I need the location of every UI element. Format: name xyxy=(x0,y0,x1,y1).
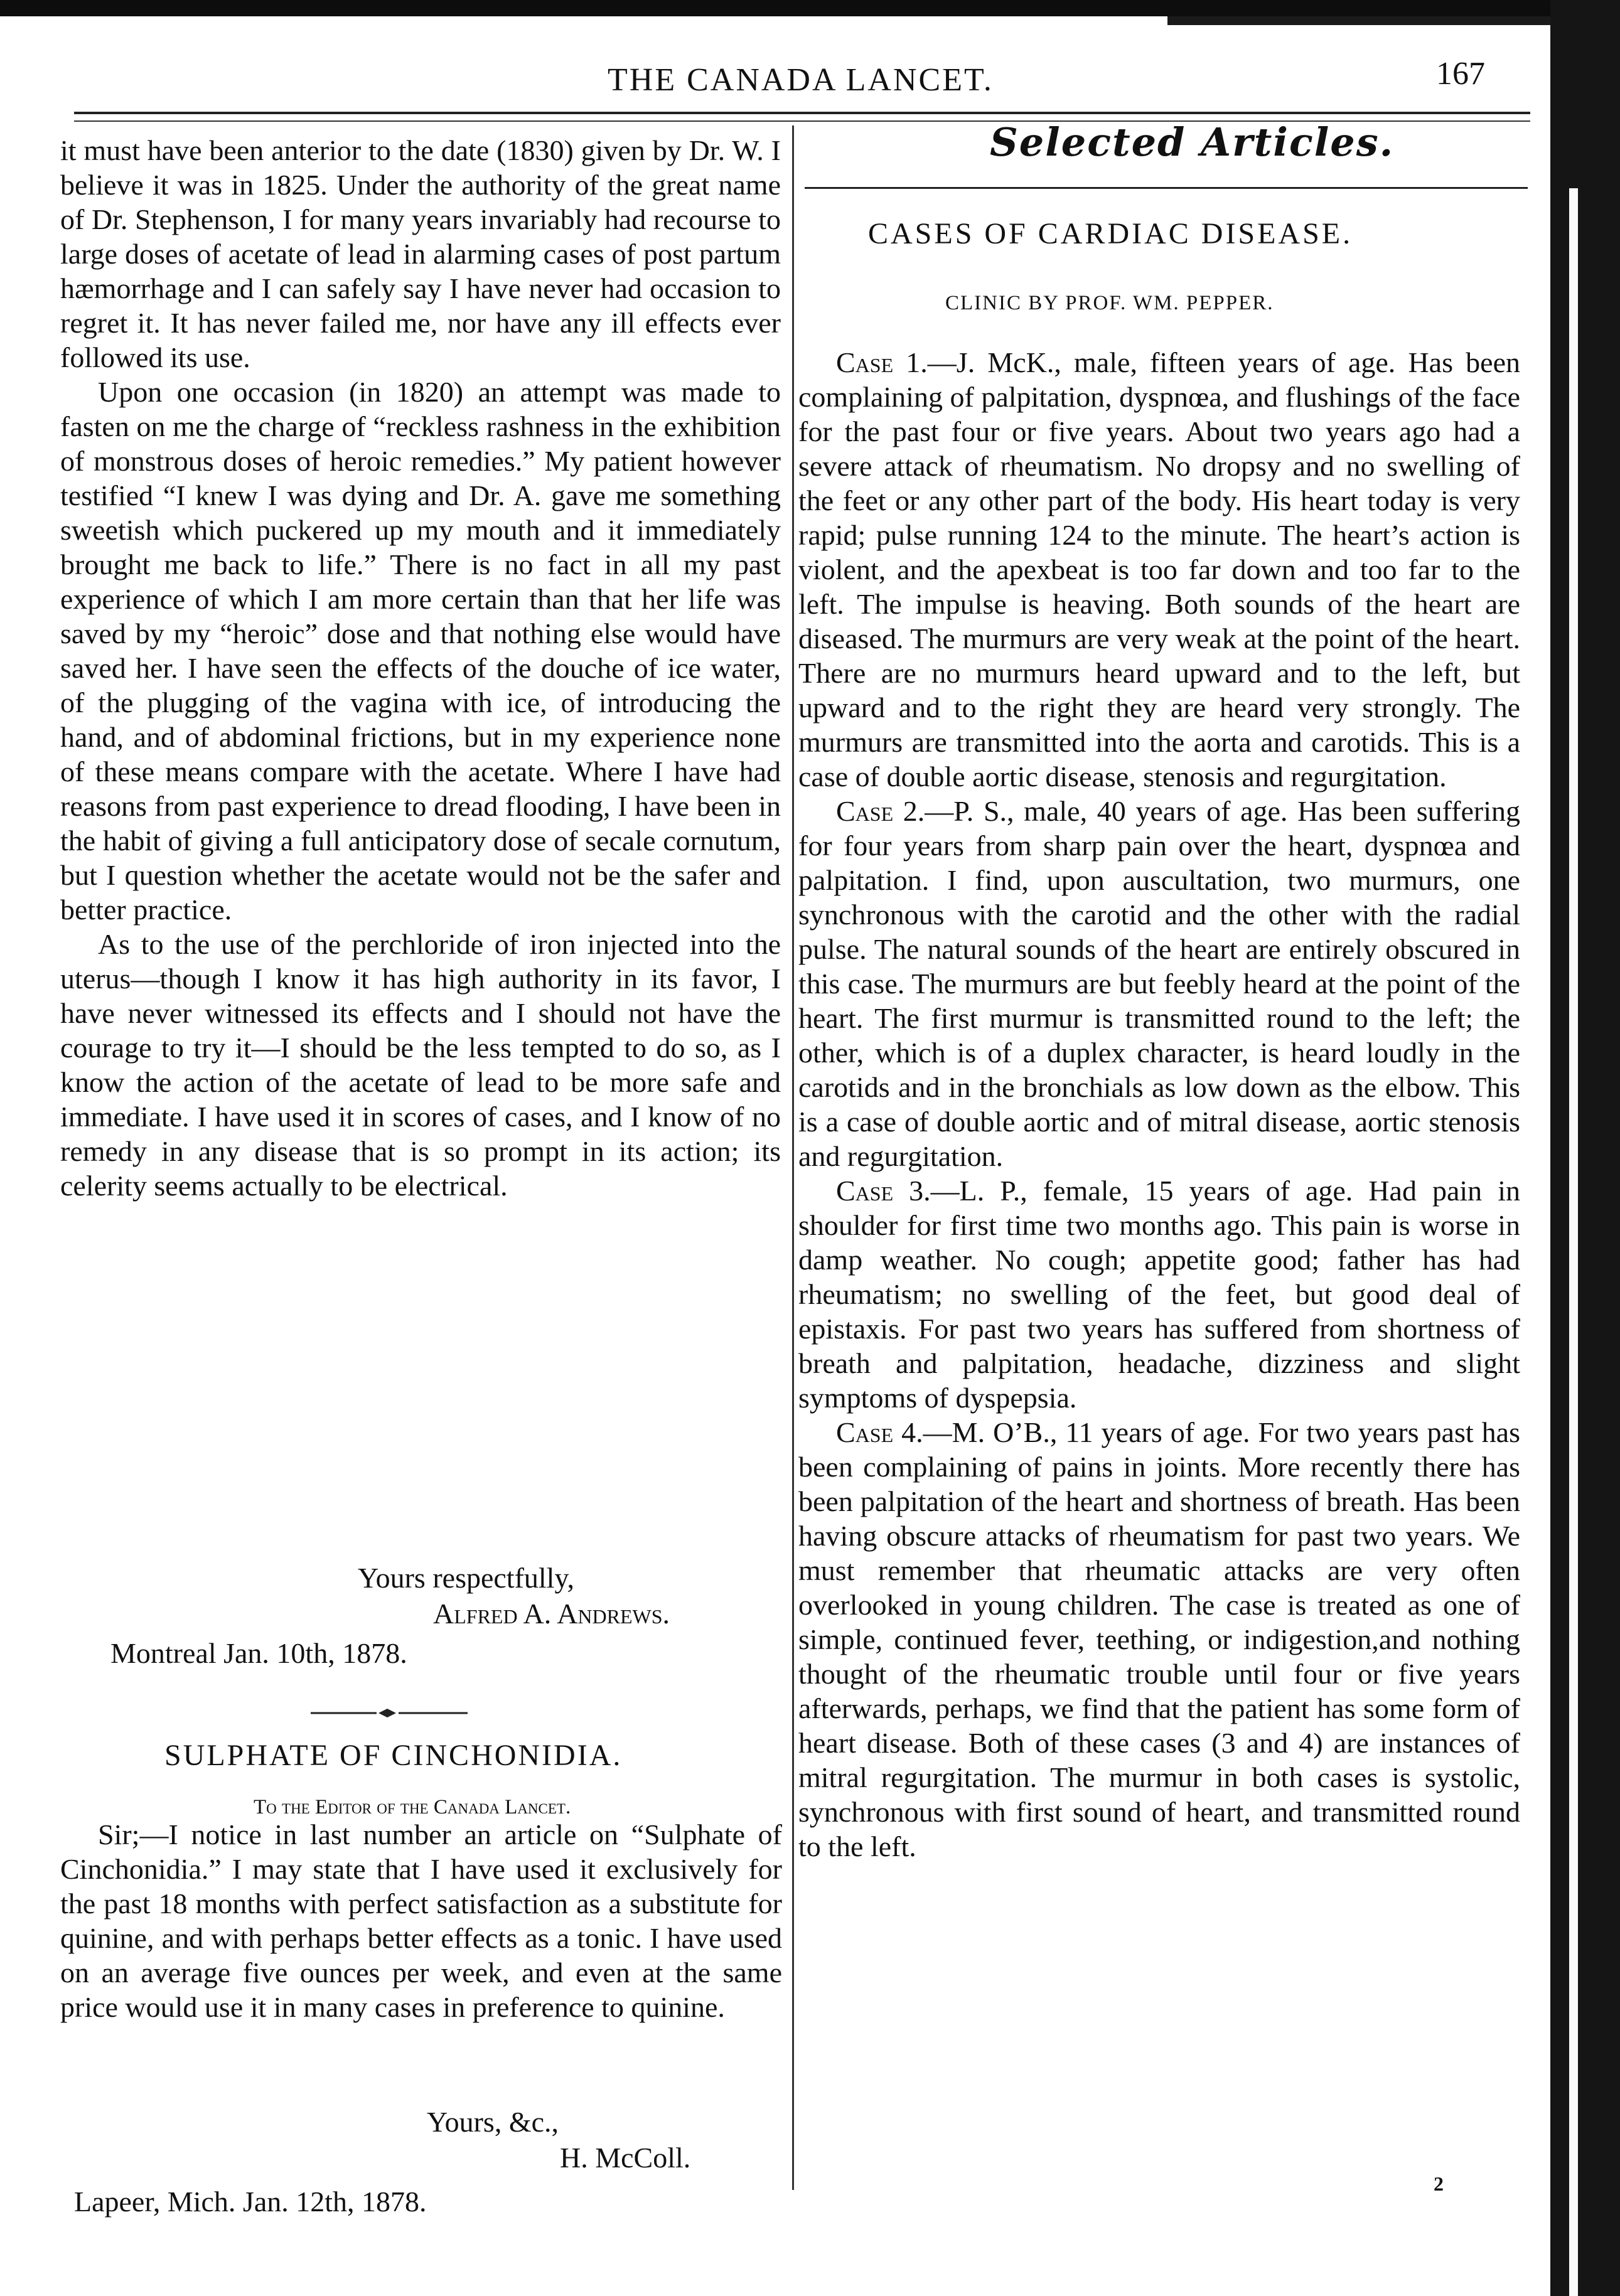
right-column xyxy=(798,345,1520,1864)
letter-place-date: Montreal Jan. 10th, 1878. xyxy=(110,1637,407,1669)
article-byline: CLINIC BY PROF. WM. PEPPER. xyxy=(945,292,1274,314)
to-editor-line: To the Editor of the Canada Lancet. xyxy=(254,1796,571,1818)
page-number: 167 xyxy=(1436,56,1485,92)
divider-ornament xyxy=(311,1707,468,1719)
left-column xyxy=(60,133,781,1203)
case-label: Case 2. xyxy=(836,795,925,827)
case-paragraph xyxy=(798,1415,1520,1864)
case-label: Case 1. xyxy=(836,346,928,378)
journal-title: THE CANADA LANCET. xyxy=(608,62,994,98)
scan-right-gap xyxy=(1569,188,1578,2296)
paragraph: it must have been anterior to the date (1830) given by Dr. W. I believe it was in 1825. Under the authority of the great name of Dr. Stephenson, I for many years invariably had recourse to large doses of acetate of lead in alarming cases of post partum hæmorrhage and I can safely say I have never had occasion to regret it. It has never failed me, nor have any ill effects ever followed its use. xyxy=(60,134,781,373)
column-divider xyxy=(792,125,794,2190)
header-rule xyxy=(74,112,1530,114)
letter-closing: Yours respectfully, xyxy=(358,1562,574,1594)
running-header xyxy=(63,55,1531,105)
case-paragraph xyxy=(798,1173,1520,1415)
case-paragraph xyxy=(798,345,1520,794)
letter-signature: H. McColl. xyxy=(560,2142,691,2174)
paragraph: Upon one occasion (in 1820) an attempt was made to fasten on me the charge of “reckless rashness in the exhibition of monstrous doses of heroic remedies.” My patient however testified “I knew I was dying and Dr. A. gave me something sweetish which puckered up my mouth and it immediately brought me back to life.” There is no fact in all my past experience of which I am more certain than that her life was saved by my “heroic” dose and that nothing else would have saved her. I have seen the effects of the douche of ice water, of the plugging of the vagina with ice, of introducing the hand, and of abdominal frictions, but in my experience none of these means compare with the acetate. Where I have had reasons from past experience to dread flooding, I have been in the habit of giving a full anticipatory dose of secale cornutum, but I question whether the acetate would not be the safer and better practice. xyxy=(60,376,781,926)
case-text: —L. P., female, 15 years of age. Had pain in shoulder for first time two months ago. This pain is worse in damp weather. No cough; appetite good; father has had rheumatism; no swelling of the feet, but good deal of epistaxis. For past two years has suffered from shortness of breath and palpitation, headache, dizziness and slight symptoms of dyspepsia. xyxy=(798,1175,1520,1414)
signature-mark: 2 xyxy=(1434,2172,1444,2195)
case-label: Case 3. xyxy=(836,1175,931,1207)
case-text: —J. McK., male, fifteen years of age. Has been complaining of palpitation, dyspnœa, and flushings of the face for the past four or five years. About two years ago had a severe attack of rheumatism. No dropsy and no swelling of the feet or any other part of the body. His heart today is very rapid; pulse running 124 to the minute. The heart’s action is violent, and the apexbeat is too far down and too far to the left. The impulse is heaving. Both sounds of the heart are diseased. The murmurs are very weak at the point of the heart. There are no murmurs heard upward and to the left, but upward and to the right they are heard very strongly. The murmurs are transmitted into the aorta and carotids. This is a case of double aortic disease, stenosis and regurgitation. xyxy=(798,346,1520,793)
paragraph: As to the use of the perchloride of iron injected into the uterus—though I know it has high authority in its favor, I have never witnessed its effects and I should not have the courage to try it—I should be the less tempted to do so, as I know the action of the acetate of lead to be more safe and immediate. I have used it in scores of cases, and I know of no remedy in any disease that is so prompt in its action; its celerity seems actually to be electrical. xyxy=(60,928,781,1202)
letter-title: SULPHATE OF CINCHONIDIA. xyxy=(164,1739,623,1772)
letter-signature: Alfred A. Andrews. xyxy=(433,1598,670,1630)
letter-closing: Yours, &c., xyxy=(427,2106,559,2138)
heading-rule xyxy=(805,187,1528,189)
letter-place-date: Lapeer, Mich. Jan. 12th, 1878. xyxy=(74,2186,427,2218)
case-text: —M. O’B., 11 years of age. For two years past has been complaining of pains in joints. More recently there has been palpitation of the heart and shortness of breath. Has been having obscure attacks of rheumatism for past two years. We must remember that rheumatic attacks are very often overlooked in young children. The case is treated as one of simple, continued fever, teething, or indigestion,and nothing thought of the rheumatic trouble until four or five years afterwards, perhaps, we find that the patient has some form of heart disease. Both of these cases (3 and 4) are instances of mitral regurgitation. The murmur in both cases is systolic, synchronous with first sound of heart, and transmitted round to the left. xyxy=(798,1416,1520,1862)
case-paragraph xyxy=(798,794,1520,1173)
paragraph: Sir;—I notice in last number an article on “Sulphate of Cinchonidia.” I may state that I have used it exclusively for the past 18 months with perfect satisfaction as a substitute for quinine, and with perhaps better effects as a tonic. I have used on an average five ounces per week, and even at the same price would use it in many cases in preference to quinine. xyxy=(60,1818,782,2023)
letter-body xyxy=(60,1817,782,2024)
article-title: CASES OF CARDIAC DISEASE. xyxy=(868,217,1353,250)
case-label: Case 4. xyxy=(836,1416,923,1448)
scan-top-border xyxy=(0,0,1620,16)
scan-right-border xyxy=(1550,0,1620,2296)
case-text: —P. S., male, 40 years of age. Has been suffering for four years from sharp pain over the heart, dyspnœa and palpitation. I find, upon auscultation, two murmurs, one synchronous with the carotid and the other with the radial pulse. The natural sounds of the heart are entirely obscured in this case. The murmurs are but feebly heard at the point of the heart. The first murmur is transmitted round to the left; the other, which is of a duplex character, is heard loudly in the carotids and in the bronchials as low down as the elbow. This is a case of double aortic and of mitral disease, aortic stenosis and regurgitation. xyxy=(798,795,1520,1172)
section-heading: Selected Articles. xyxy=(990,119,1395,165)
